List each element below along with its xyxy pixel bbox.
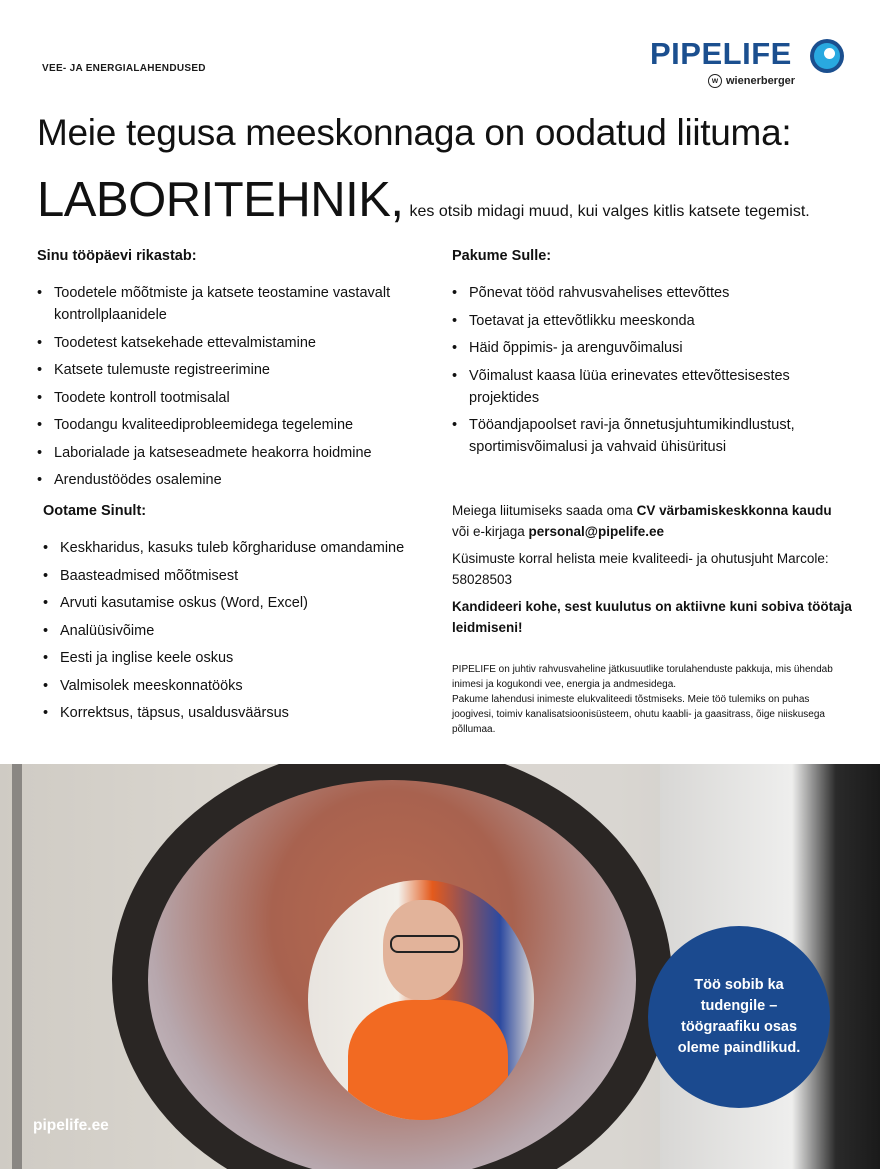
duties-title: Sinu tööpäevi rikastab: <box>37 248 197 264</box>
logo-ring-icon <box>810 39 844 73</box>
list-item: • Toodetele mõõtmiste ja katsete teostamine vastavalt kontrollplaanidele <box>37 282 447 326</box>
website-link[interactable]: pipelife.ee <box>33 1117 109 1134</box>
duties-list <box>37 282 447 491</box>
student-badge-text: Töö sobib ka tudengile – töögraafiku osas oleme paindlikud. <box>677 977 801 1056</box>
list-item: • Häid õppimis- ja arenguvõimalusi <box>452 337 862 359</box>
offer-title: Pakume Sulle: <box>452 248 552 264</box>
list-item: • Võimalust kaasa lüüa erinevates ettevõttesisestes projektides <box>452 365 862 409</box>
headline: Meie tegusa meeskonnaga on oodatud liituma: <box>37 112 792 153</box>
questions-text: Küsimuste korral helista meie kvaliteedi- ja ohutusjuht Marcole: 58028503 <box>452 551 829 587</box>
right-column <box>452 248 862 464</box>
wienerberger-label: wienerberger <box>726 75 796 87</box>
list-item: • Põnevat tööd rahvusvahelises ettevõttes <box>452 282 862 304</box>
about-block <box>452 662 852 737</box>
list-item: • Tööandjapoolset ravi-ja õnnetusjuhtumikindlustust, sportimisvõimalusi ja vahvaid ühisüritusi <box>452 414 862 458</box>
list-item: • Baasteadmised mõõtmisest <box>37 565 447 587</box>
list-item: • Eesti ja inglise keele oskus <box>37 647 447 669</box>
list-item: • Korrektsus, täpsus, usaldusväärsus <box>37 702 447 724</box>
apply-instructions: Meiega liitumiseks saada oma CV värbamiskeskkonna kaudu või e-kirjaga personal@pipelife.ee <box>452 503 832 539</box>
pipe-illustration <box>112 764 672 1169</box>
cta-text: Kandideeri kohe, sest kuulutus on aktiivne kuni sobiva töötaja leidmiseni! <box>452 599 852 635</box>
wienerberger-mark <box>708 74 795 88</box>
wienerberger-badge-icon: w <box>708 74 722 88</box>
cv-portal-link[interactable]: CV värbamiskeskkonna kaudu <box>636 503 832 518</box>
list-item: • Analüüsivõime <box>37 620 447 642</box>
tagline: VEE- JA ENERGIALAHENDUSED <box>42 63 206 74</box>
list-item: • Toetavat ja ettevõtlikku meeskonda <box>452 310 862 332</box>
list-item: • Arendustöödes osalemine <box>37 469 447 491</box>
left-column <box>37 248 447 730</box>
list-item: • Katsete tulemuste registreerimine <box>37 359 447 381</box>
list-item: • Toodangu kvaliteediprobleemidega tegelemine <box>37 414 447 436</box>
pipelife-logo <box>650 36 850 92</box>
requirements-list <box>37 537 447 724</box>
requirements-title: Ootame Sinult: <box>43 503 147 519</box>
list-item: • Laborialade ja katseseadmete heakorra hoidmine <box>37 442 447 464</box>
list-item: • Valmisolek meeskonnatööks <box>37 675 447 697</box>
about-p2: Pakume lahendusi inimeste elukvaliteedi tõstmiseks. Meie töö tulemiks on puhas joogivesi, toimiv kanalisatsioonisüsteem, ohutu kaabli- ja gaasitrass, õige niiskusega põllumaa. <box>452 694 825 735</box>
role-line <box>37 172 810 228</box>
email-link[interactable]: personal@pipelife.ee <box>528 524 664 539</box>
list-item: • Toodete kontroll tootmisalal <box>37 387 447 409</box>
list-item: • Arvuti kasutamise oskus (Word, Excel) <box>37 592 447 614</box>
contact-block <box>452 500 852 644</box>
list-item: • Keskharidus, kasuks tuleb kõrghariduse omandamine <box>37 537 447 559</box>
list-item: • Toodetest katsekehade ettevalmistamine <box>37 332 447 354</box>
student-badge <box>648 926 830 1108</box>
role-title: LABORITEHNIK, <box>37 173 404 227</box>
offer-list <box>452 282 862 458</box>
logo-wordmark: PIPELIFE <box>650 36 792 71</box>
role-tagline: kes otsib midagi muud, kui valges kitlis katsete tegemist. <box>409 203 810 220</box>
about-p1: PIPELIFE on juhtiv rahvusvaheline jätkusuutlike torulahenduste pakkuja, mis ühendab inimesi ja kogukondi vee, energia ja andmesidega. <box>452 664 833 690</box>
